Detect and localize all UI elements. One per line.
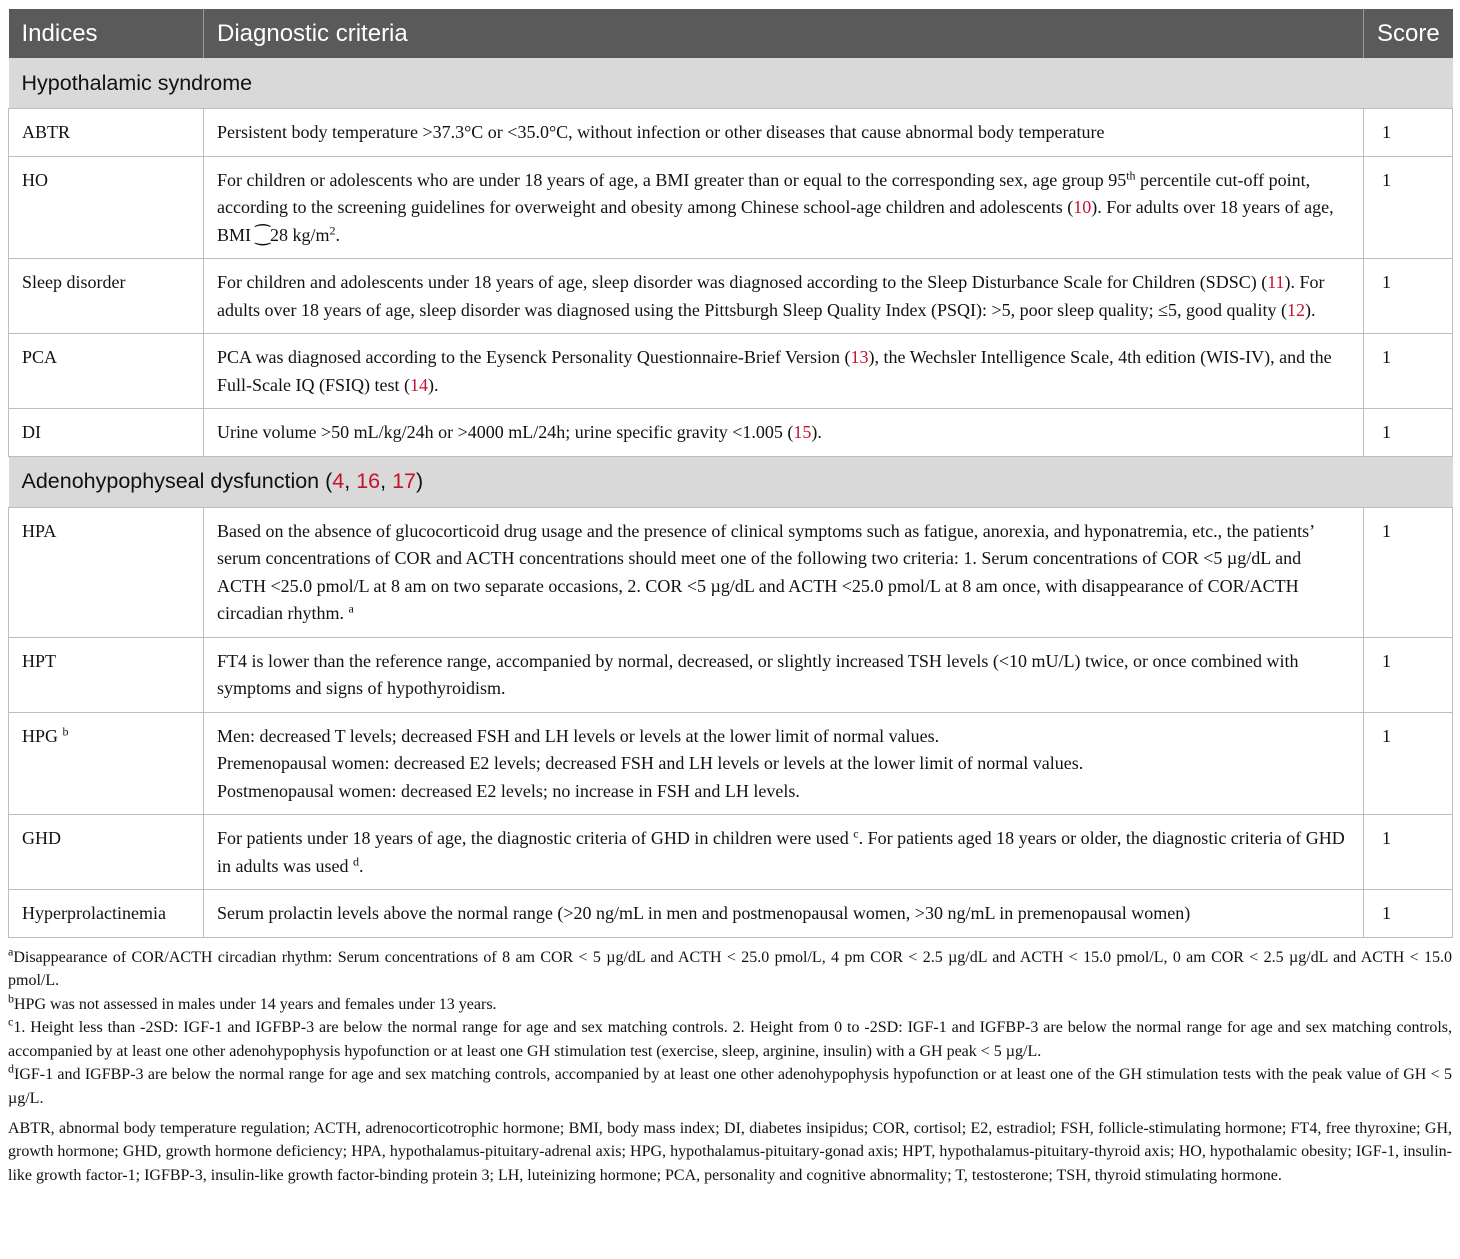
criteria-text: ). For adults over 18 years of age, BMI ⁐28 kg/m <box>217 197 1334 245</box>
score-cell: 1 <box>1364 890 1453 938</box>
reference-link[interactable]: 17 <box>392 469 416 493</box>
reference-link[interactable]: 12 <box>1287 299 1306 320</box>
criteria-cell <box>204 156 1364 259</box>
criteria-cell <box>204 637 1364 712</box>
footnote-c <box>8 1016 1452 1063</box>
criteria-text: For children or adolescents who are under 18 years of age, a BMI greater than or equal to the corresponding sex, age group 95 <box>217 169 1127 190</box>
criteria-text: ). <box>1305 299 1316 320</box>
criteria-text: . For patients aged 18 years or older, the diagnostic criteria of GHD in adults was used <box>217 828 1345 876</box>
superscript: 2 <box>329 222 336 237</box>
header-score: Score <box>1364 9 1453 58</box>
index-cell: ABTR <box>9 109 204 157</box>
score-cell: 1 <box>1364 156 1453 259</box>
score-cell: 1 <box>1364 637 1453 712</box>
section-title-text: Adenohypophyseal dysfunction ( <box>21 469 333 493</box>
criteria-cell <box>204 507 1364 637</box>
header-indices: Indices <box>9 9 204 58</box>
reference-link[interactable]: 11 <box>1267 272 1285 292</box>
score-cell: 1 <box>1364 334 1453 409</box>
criteria-text: ). <box>427 374 439 395</box>
reference-link[interactable]: 14 <box>409 374 428 395</box>
footnote-a <box>8 943 1452 993</box>
table-row <box>9 507 1453 637</box>
criteria-cell <box>204 259 1364 334</box>
superscript: th <box>1126 167 1136 182</box>
table-page <box>8 9 1452 1187</box>
footnote-marker: a <box>8 943 14 958</box>
criteria-text: . <box>358 855 364 876</box>
reference-link[interactable]: 15 <box>793 422 812 442</box>
index-cell: PCA <box>9 334 204 409</box>
criteria-text: FT4 is lower than the reference range, accompanied by normal, decreased, or slightly increased TSH levels (<10 mU/L) twice, or once combined with symptoms and signs of hypothyroidism. <box>217 650 1299 698</box>
criteria-text: Based on the absence of glucocorticoid drug usage and the presence of clinical symptoms such as fatigue, anorexia, and hyponatremia, etc., the patients’ serum concentrations of COR and ACTH concentrations should meet one of the following two criteria: 1. Serum concentrations of COR <5 µg/dL and ACTH <25.0 pmol/L at 8 am on two separate occasions, 2. COR <5 µg/dL and ACTH <25.0 pmol/L at 8 am once, with disappearance of COR/ACTH circadian rhythm. <box>217 520 1314 623</box>
criteria-text: . <box>335 224 340 245</box>
criteria-cell <box>204 109 1364 157</box>
criteria-cell <box>204 334 1364 409</box>
table-row <box>9 156 1453 259</box>
footnote-marker: d <box>8 1061 14 1076</box>
criteria-text: For patients under 18 years of age, the diagnostic criteria of GHD in children were used <box>217 828 854 848</box>
index-cell: GHD <box>9 815 204 890</box>
index-cell: Hyperprolactinemia <box>9 890 204 938</box>
section-title-text: ) <box>415 469 424 493</box>
criteria-cell <box>204 815 1364 890</box>
table-row <box>9 815 1453 890</box>
table-row <box>9 637 1453 712</box>
criteria-text: percentile cut-off point, according to the screening guidelines for overweight and obesity among Chinese school-age children and adolescents ( <box>217 169 1311 217</box>
score-cell: 1 <box>1364 409 1453 457</box>
score-cell: 1 <box>1364 259 1453 334</box>
section-title-text: , <box>344 469 357 493</box>
abbreviations: ABTR, abnormal body temperature regulation; ACTH, adrenocorticotrophic hormone; BMI, body mass index; DI, diabetes insipidus; COR, cortisol; E2, estradiol; FSH, follicle-stimulating hormone; FT4, free thyroxine; GH, growth hormone; GHD, growth hormone deficiency; HPA, hypothalamus-pituitary-adrenal axis; HPG, hypothalamus-pituitary-gonad axis; HPT, hypothalamus-pituitary-thyroid axis; HO, hypothalamic obesity; IGF-1, insulin-like growth factor-1; IGFBP-3, insulin-like growth factor-binding protein 3; LH, luteinizing hormone; PCA, personality and cognitive abnormality; T, testosterone; TSH, thyroid stimulating hormone. <box>8 1119 1452 1184</box>
section-title-text: , <box>380 469 393 493</box>
criteria-cell <box>204 409 1364 457</box>
index-cell <box>9 712 204 815</box>
criteria-text: ). <box>811 422 822 442</box>
criteria-text: For children and adolescents under 18 years of age, sleep disorder was diagnosed according to the Sleep Disturbance Scale for Children (SDSC) ( <box>217 272 1268 292</box>
footnote-marker: a <box>348 601 354 616</box>
reference-link[interactable]: 4 <box>332 469 345 493</box>
section-title-adenohypophyseal <box>9 456 1453 507</box>
index-cell: Sleep disorder <box>9 259 204 334</box>
footnote-text: 1. Height less than -2SD: IGF-1 and IGFBP-3 are below the normal range for age and sex matching controls. 2. Height from 0 to -2SD: IGF-1 and IGFBP-3 are below the normal range for age and sex matching controls, accompanied by at least one other adenohypophysis hypofunction or at least one GH stimulation test (exercise, sleep, arginine, insulin) with a GH peak < 5 µg/L. <box>8 1019 1452 1060</box>
section-title-hypothalamic: Hypothalamic syndrome <box>9 58 1453 109</box>
reference-link[interactable]: 13 <box>850 347 869 367</box>
footnote-b <box>8 993 1452 1017</box>
criteria-text: ). For adults over 18 years of age, sleep disorder was diagnosed using the Pittsburgh Sleep Quality Index (PSQI): >5, poor sleep quality; ≤5, good quality ( <box>217 272 1325 320</box>
index-cell: HO <box>9 156 204 259</box>
footnote-text: Disappearance of COR/ACTH circadian rhythm: Serum concentrations of 8 am COR < 5 µg/dL and ACTH < 25.0 pmol/L, 4 pm COR < 2.5 µg/dL and ACTH < 15.0 pmol/L, 0 am COR < 2.5 µg/dL and ACTH < 15.0 pmol/L. <box>8 948 1452 990</box>
score-cell: 1 <box>1364 507 1453 637</box>
header-diagnostic-criteria: Diagnostic criteria <box>204 9 1364 58</box>
criteria-line: Postmenopausal women: decreased E2 levels; no increase in FSH and LH levels. <box>217 780 800 801</box>
table-row <box>9 334 1453 409</box>
reference-link[interactable]: 10 <box>1073 197 1092 217</box>
index-cell: DI <box>9 409 204 457</box>
criteria-text: ), the Wechsler Intelligence Scale, 4th edition (WIS-IV), and the Full-Scale IQ (FSIQ) test ( <box>217 347 1332 395</box>
section-row <box>9 456 1453 507</box>
table-row <box>9 409 1453 457</box>
footnote-marker: b <box>62 723 69 738</box>
footnote-d <box>8 1063 1452 1110</box>
score-cell: 1 <box>1364 109 1453 157</box>
score-cell: 1 <box>1364 815 1453 890</box>
score-cell: 1 <box>1364 712 1453 815</box>
footnote-text: IGF-1 and IGFBP-3 are below the normal range for age and sex matching controls, accompanied by at least one other adenohypophysis hypofunction or at least one of the GH stimulation tests with the peak value of GH < 5 µg/L. <box>8 1066 1452 1108</box>
criteria-cell <box>204 890 1364 938</box>
footnote-marker: d <box>352 853 359 868</box>
criteria-text: Persistent body temperature >37.3°C or <35.0°C, without infection or other diseases that cause abnormal body temperature <box>217 122 1105 142</box>
footnote-marker: c <box>853 826 859 841</box>
criteria-text: PCA was diagnosed according to the Eysenck Personality Questionnaire-Brief Version ( <box>217 347 851 367</box>
diagnostic-criteria-table <box>8 9 1453 938</box>
criteria-cell <box>204 712 1364 815</box>
table-row <box>9 259 1453 334</box>
footnote-marker: b <box>8 991 14 1006</box>
section-row <box>9 58 1453 109</box>
table-row <box>9 712 1453 815</box>
criteria-text: Urine volume >50 mL/kg/24h or >4000 mL/24h; urine specific gravity <1.005 ( <box>217 422 794 442</box>
header-row <box>9 9 1453 58</box>
table-row <box>9 109 1453 157</box>
criteria-line: Men: decreased T levels; decreased FSH and LH levels or levels at the lower limit of normal values. <box>217 725 940 746</box>
criteria-text: Serum prolactin levels above the normal range (>20 ng/mL in men and postmenopausal women, >30 ng/mL in premenopausal women) <box>217 903 1191 923</box>
footnote-text: HPG was not assessed in males under 14 years and females under 13 years. <box>14 995 497 1013</box>
table-footnotes <box>8 943 1452 1188</box>
index-cell: HPA <box>9 507 204 637</box>
table-row <box>9 890 1453 938</box>
criteria-line: Premenopausal women: decreased E2 levels; decreased FSH and LH levels or levels at the lower limit of normal values. <box>217 753 1084 773</box>
reference-link[interactable]: 16 <box>356 469 381 493</box>
footnote-marker: c <box>8 1014 14 1029</box>
index-cell: HPT <box>9 637 204 712</box>
index-text: HPG <box>22 725 59 746</box>
